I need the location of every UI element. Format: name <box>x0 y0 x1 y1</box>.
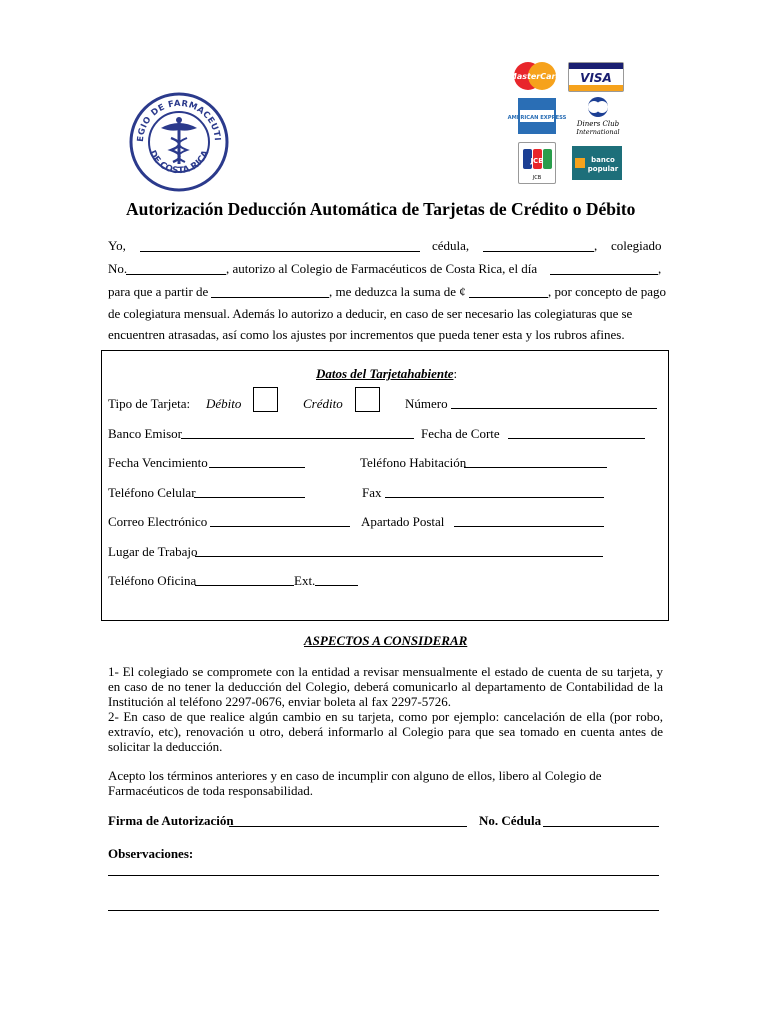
observations-line-2[interactable] <box>108 910 659 911</box>
bank-field[interactable] <box>181 438 414 439</box>
aspects-heading: ASPECTOS A CONSIDERAR <box>304 633 468 648</box>
intro-line5: encuentren atrasadas, así como los ajustes por incrementos que pueda tener esta y los rubros afines. <box>108 327 625 342</box>
intro-line2-text: , autorizo al Colegio de Farmacéuticos de Costa Rica, el día <box>226 261 538 276</box>
signature-field[interactable] <box>229 826 467 827</box>
intro-yo-label: Yo, <box>108 238 126 253</box>
pobox-label: Apartado Postal <box>361 514 445 529</box>
svg-text:International: International <box>576 128 620 136</box>
intro-line3-c: , por concepto de pago <box>548 284 667 299</box>
mastercard-logo <box>510 60 560 92</box>
email-label: Correo Electrónico <box>108 514 208 529</box>
start-date-line[interactable] <box>211 297 329 298</box>
intro-line4: de colegiatura mensual. Además lo autorizo a deducir, en caso de ser necesario las colegiaturas que se <box>108 306 633 321</box>
cardholder-heading-colon: : <box>453 366 458 381</box>
svg-text:popular: popular <box>587 165 619 173</box>
cedula-line[interactable] <box>483 251 594 252</box>
cutoff-label: Fecha de Corte <box>421 426 500 441</box>
day-line[interactable] <box>550 274 658 275</box>
aspects-paragraph-2: 2- En caso de que realice algún cambio en su tarjeta, como por ejemplo: cancelación de ella (por robo, extravío, etc), renovación u otro, deberá informarlo al Colegio para que sea tomado en cuenta antes de solicitar la deducción. <box>108 709 663 754</box>
name-line[interactable] <box>140 251 420 252</box>
card-type-label: Tipo de Tarjeta: <box>108 396 191 411</box>
intro-cedula-label: cédula, <box>432 238 470 253</box>
office-phone-field[interactable] <box>195 585 294 586</box>
svg-text:VISA: VISA <box>580 71 612 85</box>
amex-logo <box>507 98 567 134</box>
debit-label: Débito <box>206 396 242 411</box>
intro-colegiado-label: colegiado <box>611 238 662 253</box>
svg-text:MasterCard: MasterCard <box>508 72 562 81</box>
intro-no-label: No. <box>108 261 128 276</box>
svg-text:JCB: JCB <box>530 157 544 165</box>
banco-popular-logo <box>572 146 622 180</box>
home-phone-field[interactable] <box>464 467 607 468</box>
cardholder-heading-text: Datos del Tarjetahabiente <box>316 366 454 381</box>
credit-label: Crédito <box>303 396 343 411</box>
card-number-field[interactable] <box>451 408 657 409</box>
diners-club-logo <box>570 96 626 136</box>
accepted-cards <box>506 58 630 186</box>
signature-cedula-label: No. Cédula <box>479 813 542 828</box>
pobox-field[interactable] <box>454 526 604 527</box>
bank-label: Banco Emisor <box>108 426 183 441</box>
svg-text:JCB: JCB <box>532 175 542 181</box>
visa-logo <box>568 62 624 92</box>
member-number-line[interactable] <box>126 274 226 275</box>
card-number-label: Número <box>405 396 448 411</box>
home-phone-label: Teléfono Habitación <box>360 455 467 470</box>
workplace-field[interactable] <box>195 556 603 557</box>
page-title: Autorización Deducción Automática de Tarjetas de Crédito o Débito <box>126 199 636 219</box>
observations-line-1[interactable] <box>108 875 659 876</box>
svg-text:AMERICAN EXPRESS: AMERICAN EXPRESS <box>507 115 567 121</box>
aspects-paragraph-3: Acepto los términos anteriores y en caso de incumplir con alguno de ellos, libero al Colegio de Farmacéuticos de toda responsabilidad. <box>108 768 602 798</box>
amount-line[interactable] <box>469 297 548 298</box>
comma: , <box>594 238 598 253</box>
fax-label: Fax <box>362 485 382 500</box>
svg-text:Diners Club: Diners Club <box>576 120 620 128</box>
expiry-label: Fecha Vencimiento <box>108 455 208 470</box>
aspects-paragraph-1: 1- El colegiado se compromete con la entidad a revisar mensualmente el estado de cuenta de su tarjeta, y en caso de no tener la deducción del Colegio, deberá comunicarlo al departamento de Contabilidad de la Institución al teléfono 2297-0676, enviar boleta al fax 2297-5726. <box>108 664 663 709</box>
ext-label: Ext. <box>294 573 316 588</box>
jcb-logo <box>518 142 556 184</box>
seal-graphic <box>129 92 229 192</box>
signature-label: Firma de Autorización <box>108 813 234 828</box>
svg-text:COLEGIO DE FARMACEUTICOS: EGIO DE FARMACEUTI <box>135 98 223 143</box>
comma2: , <box>658 261 662 276</box>
svg-text:DE COSTA RICA: DE COSTA RICA <box>146 149 212 177</box>
svg-text:banco: banco <box>591 156 615 164</box>
cell-label: Teléfono Celular <box>108 485 196 500</box>
email-field[interactable] <box>210 526 350 527</box>
credit-checkbox[interactable] <box>355 387 380 412</box>
cutoff-field[interactable] <box>508 438 645 439</box>
expiry-field[interactable] <box>209 467 305 468</box>
ext-field[interactable] <box>315 585 358 586</box>
intro-line3-b: , me deduzca la suma de ¢ <box>329 284 466 299</box>
college-seal-logo <box>129 92 229 192</box>
signature-cedula-field[interactable] <box>543 826 659 827</box>
cell-field[interactable] <box>194 497 305 498</box>
debit-checkbox[interactable] <box>253 387 278 412</box>
fax-field[interactable] <box>385 497 604 498</box>
workplace-label: Lugar de Trabajo <box>108 544 198 559</box>
intro-line3-a: para que a partir de <box>108 284 209 299</box>
cardholder-heading <box>316 366 457 382</box>
observations-label: Observaciones: <box>108 846 194 861</box>
office-phone-label: Teléfono Oficina <box>108 573 197 588</box>
